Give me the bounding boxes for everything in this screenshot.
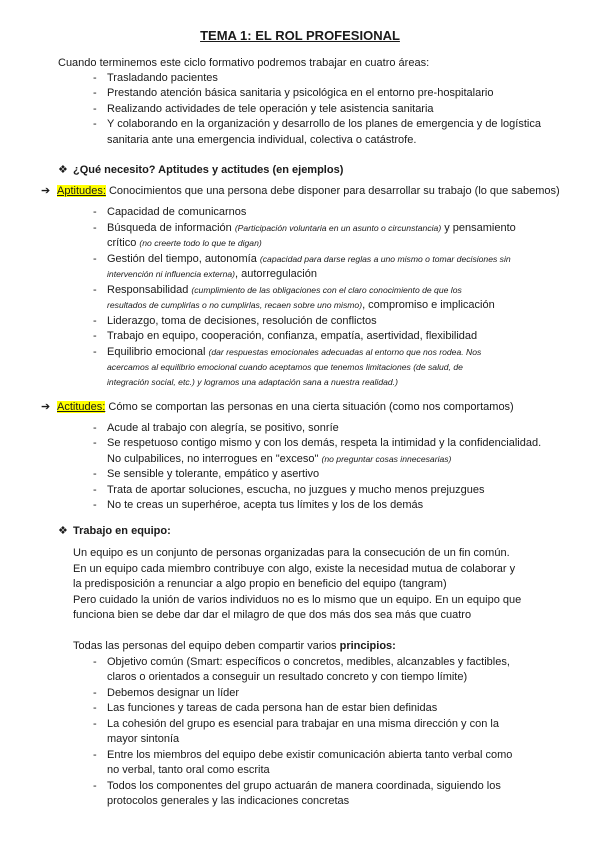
list-item [93,748,513,762]
list-item [93,467,320,481]
text-segment: Prestando atención básica sanitaria y psicológica en el entorno pre-hospitalario [107,87,494,99]
dash-bullet-icon: - [93,253,97,265]
dash-bullet-icon: - [93,749,97,761]
text-segment: Conocimientos que una persona debe disponer para desarrollar su trabajo (lo que sabemos) [105,185,560,197]
italic-note: (capacidad para darse reglas a uno mismo o tomar decisiones sin [259,254,511,264]
dash-bullet-icon: - [93,87,97,99]
italic-note: resultados de cumplirlas o no cumplirlas, recaen sobre uno mismo) [107,300,363,310]
list-item [93,117,541,131]
dash-bullet-icon: - [93,702,97,714]
text-segment: Cuando terminemos este ciclo formativo podremos trabajar en cuatro áreas: [58,57,430,69]
italic-note: (no preguntar cosas innecesarias) [321,454,452,464]
list-item [93,252,511,266]
highlighted-term: Actitudes: [57,401,106,413]
list-item [93,483,485,497]
list-item [93,436,542,450]
dash-bullet-icon: - [93,72,97,84]
text-segment: Entre los miembros del equipo debe existir comunicación abierta tanto verbal como [107,749,513,761]
italic-note: (Participación voluntaria en un asunto o circunstancia) [234,223,442,233]
text-line [58,56,429,70]
text-line [73,593,521,607]
text-segment: Capacidad de comunicarnos [107,206,247,218]
text-segment: protocolos generales y las indicaciones concretas [107,795,350,807]
italic-note: (cumplimiento de las obligaciones con el claro conocimiento de que los [191,285,462,295]
text-segment: Cómo se comportan las personas en una cierta situación (como nos comportamos) [105,401,514,413]
bold-text: ¿Qué necesito? Aptitudes y actitudes (en ejemplos) [73,164,344,176]
list-item [41,400,514,414]
dash-bullet-icon: - [93,468,97,480]
list-item [93,329,478,343]
text-segment: Acude al trabajo con alegría, se positivo, sonríe [107,422,339,434]
list-item [93,345,482,359]
dash-bullet-icon: - [93,103,97,115]
text-segment: Realizando actividades de tele operación y tele asistencia sanitaria [107,103,434,115]
text-segment: Se sensible y tolerante, empático y asertivo [107,468,320,480]
text-line [107,794,349,808]
dash-bullet-icon: - [93,284,97,296]
text-line [107,267,317,281]
text-segment: La cohesión del grupo es esencial para trabajar en una misma dirección y con la [107,718,499,730]
text-segment: Trasladando pacientes [107,72,218,84]
dash-bullet-icon: - [93,484,97,496]
italic-note: intervención ni influencia externa) [107,269,236,279]
text-line [107,360,463,374]
dash-bullet-icon: - [93,315,97,327]
text-segment: Debemos designar un líder [107,687,240,699]
italic-note: acercamos al equilibrio emocional cuando aceptamos que tenemos limitaciones (de salud, de [107,362,463,372]
text-line [107,298,495,312]
text-line [107,763,270,777]
text-line [107,452,451,466]
text-segment: , autorregulación [235,268,317,280]
list-item [93,314,377,328]
highlighted-term: Aptitudes: [57,185,106,197]
dash-bullet-icon: - [93,330,97,342]
list-item [93,498,424,512]
diamond-bullet-icon: ❖ [58,525,68,537]
dash-bullet-icon: - [93,687,97,699]
list-item [93,102,434,116]
text-line [73,546,510,560]
text-segment: No te creas un superhéroe, acepta tus límites y los de los demás [107,499,424,511]
italic-note: (dar respuestas emocionales adecuadas al entorno que nos rodea. Nos [208,347,482,357]
list-item [93,71,218,85]
italic-note: integración social, etc.) y logramos una adaptación sana a nuestra realidad.) [107,377,398,387]
text-line [73,639,396,653]
diamond-bullet-icon: ❖ [58,164,68,176]
text-line [107,732,179,746]
list-item [93,701,438,715]
list-item [58,524,171,538]
text-segment: crítico [107,237,140,249]
text-segment: no verbal, tanto oral como escrita [107,764,270,776]
italic-note: (no creerte todo lo que te digan) [139,238,262,248]
dash-bullet-icon: - [93,780,97,792]
dash-bullet-icon: - [93,206,97,218]
text-line [107,375,398,389]
bold-text: Trabajo en equipo: [73,525,171,537]
list-item [93,283,462,297]
list-item [93,686,240,700]
dash-bullet-icon: - [93,656,97,668]
arrow-bullet-icon: ➔ [41,185,51,197]
list-item [93,421,339,435]
arrow-bullet-icon: ➔ [41,401,51,413]
text-segment: Trabajo en equipo, cooperación, confianza, empatía, asertividad, flexibilidad [107,330,478,342]
text-segment: , compromiso e implicación [362,299,495,311]
text-segment: mayor sintonía [107,733,180,745]
text-segment: Pero cuidado la unión de varios individuos no es lo mismo que un equipo. En un equipo que [73,594,522,606]
text-segment: No culpabilices, no interrogues en "exceso" [107,453,322,465]
text-segment: sanitaria ante una emergencia individual, colectiva o catástrofe. [107,134,417,146]
bold-text: principios: [339,640,396,652]
dash-bullet-icon: - [93,718,97,730]
dash-bullet-icon: - [93,422,97,434]
list-item [93,655,510,669]
text-line [73,562,515,576]
dash-bullet-icon: - [93,346,97,358]
text-segment: En un equipo cada miembro contribuye con algo, existe la necesidad mutua de colaborar y [73,563,516,575]
text-segment: Liderazgo, toma de decisiones, resolución de conflictos [107,315,377,327]
text-segment: Trata de aportar soluciones, escucha, no juzgues y mucho menos prejuzgues [107,484,485,496]
text-line [73,608,471,622]
list-item [93,779,501,793]
list-item [93,86,494,100]
text-segment: Un equipo es un conjunto de personas organizadas para la consecución de un fin común. [73,547,510,559]
list-item [93,221,516,235]
text-segment: Responsabilidad [107,284,192,296]
text-segment: Gestión del tiempo, autonomía [107,253,260,265]
text-segment: Equilibrio emocional [107,346,209,358]
page-title: TEMA 1: EL ROL PROFESIONAL [200,28,400,43]
text-line [107,236,262,250]
text-segment: claros o orientados a conseguir un resultado concreto y con tiempo límite) [107,671,468,683]
dash-bullet-icon: - [93,222,97,234]
list-item [58,163,344,177]
text-segment: Se respetuoso contigo mismo y con los demás, respeta la intimidad y la confidencialidad. [107,437,542,449]
dash-bullet-icon: - [93,437,97,449]
text-segment: la predisposición a renunciar a algo propio en beneficio del equipo (tangram) [73,578,447,590]
text-segment: Las funciones y tareas de cada persona han de estar bien definidas [107,702,438,714]
dash-bullet-icon: - [93,499,97,511]
text-segment: Todas las personas del equipo deben compartir varios [73,640,340,652]
list-item [93,205,247,219]
text-line [107,133,416,147]
text-segment: Búsqueda de información [107,222,235,234]
text-segment: funciona bien se debe dar dar el milagro de que dos más dos sea más que cuatro [73,609,472,621]
text-segment: Y colaborando en la organización y desarrollo de los planes de emergencia y de logística [107,118,541,130]
list-item [93,717,499,731]
text-segment: Todos los componentes del grupo actuarán de manera coordinada, siguiendo los [107,780,501,792]
dash-bullet-icon: - [93,118,97,130]
text-line [73,577,447,591]
text-segment: y pensamiento [441,222,516,234]
text-line [107,670,467,684]
text-segment: Objetivo común (Smart: específicos o concretos, medibles, alcanzables y factibles, [107,656,510,668]
list-item [41,184,560,198]
